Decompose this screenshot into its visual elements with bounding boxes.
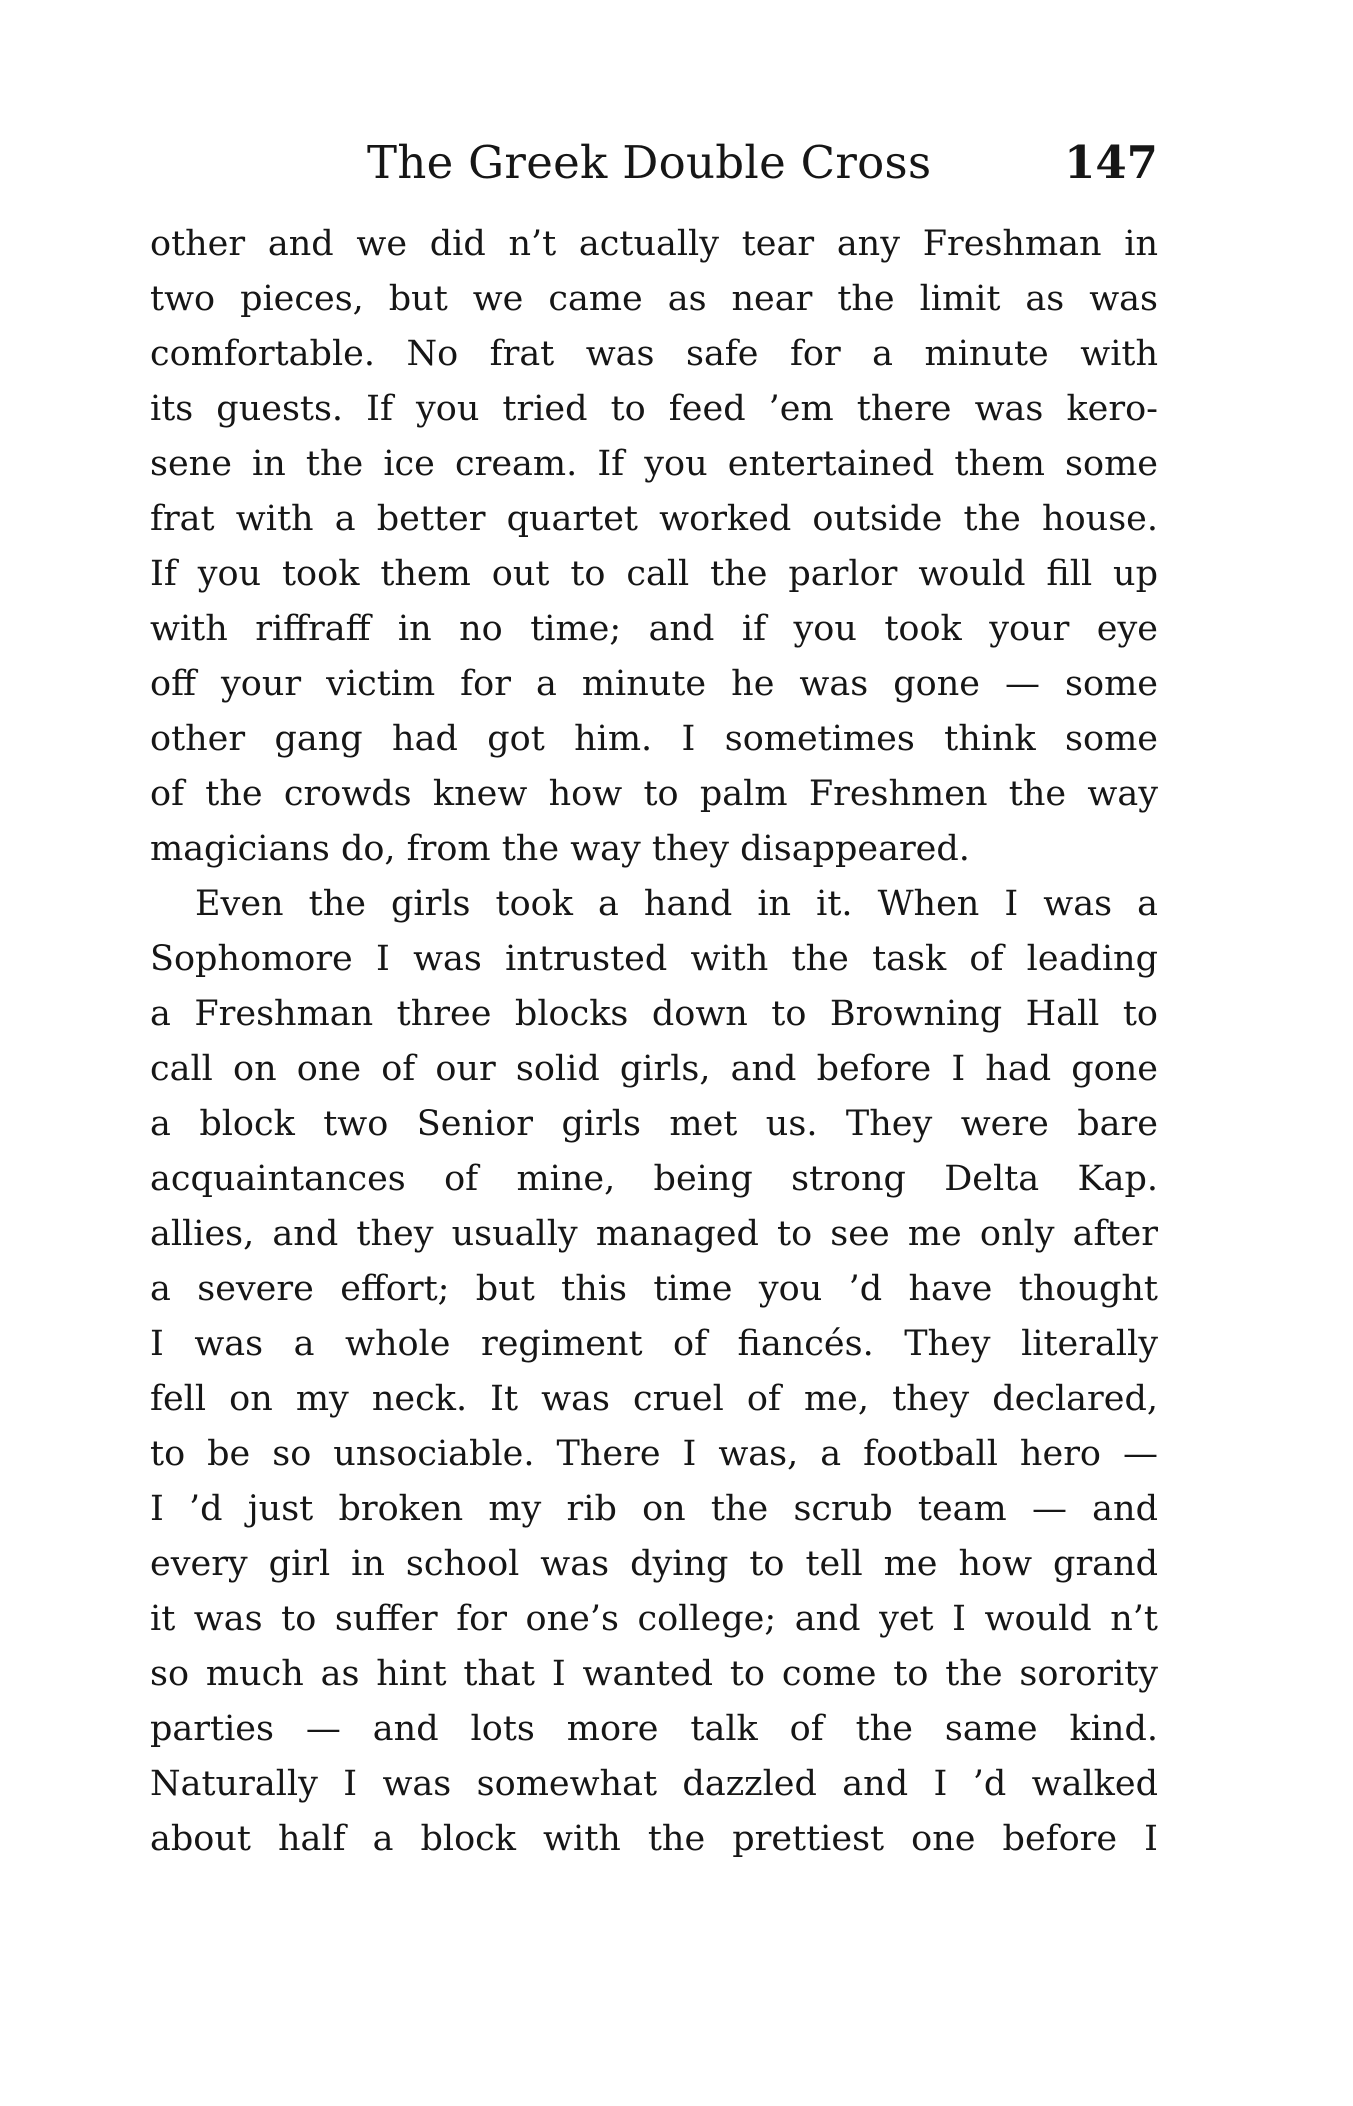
text-line: of the crowds knew how to palm Freshmen the way bbox=[150, 774, 1158, 814]
text-line: If you took them out to call the parlor would fill up bbox=[150, 554, 1158, 594]
text-line: fell on my neck. It was cruel of me, they declared, bbox=[150, 1379, 1158, 1419]
text-line: a block two Senior girls met us. They were bare bbox=[150, 1104, 1158, 1144]
text-line: about half a block with the prettiest one before I bbox=[150, 1819, 1158, 1859]
text-line: call on one of our solid girls, and before I had gone bbox=[150, 1049, 1158, 1089]
text-line: comfortable. No frat was safe for a minute with bbox=[150, 334, 1158, 374]
text-line: other and we did n’t actually tear any Freshman in bbox=[150, 224, 1158, 264]
text-line: magicians do, from the way they disappeared. bbox=[150, 829, 970, 869]
body-text bbox=[150, 217, 1158, 1867]
text-line: two pieces, but we came as near the limit as was bbox=[150, 279, 1158, 319]
text-line: off your victim for a minute he was gone — some bbox=[150, 664, 1158, 704]
text-line: acquaintances of mine, being strong Delta Kap. bbox=[150, 1159, 1158, 1199]
text-line: to be so unsociable. There I was, a football hero — bbox=[150, 1434, 1158, 1474]
text-line: frat with a better quartet worked outside the house. bbox=[150, 499, 1158, 539]
text-line: every girl in school was dying to tell me how grand bbox=[150, 1544, 1158, 1584]
paragraph bbox=[150, 217, 1158, 877]
text-line: Sophomore I was intrusted with the task of leading bbox=[150, 939, 1158, 979]
page-header bbox=[150, 128, 1158, 198]
text-line: with riffraff in no time; and if you took your eye bbox=[150, 609, 1158, 649]
text-line: allies, and they usually managed to see me only after bbox=[150, 1214, 1158, 1254]
text-line: Even the girls took a hand in it. When I was a bbox=[195, 884, 1158, 924]
text-line: I ’d just broken my rib on the scrub team — and bbox=[150, 1489, 1158, 1529]
text-line: Naturally I was somewhat dazzled and I ’d walked bbox=[150, 1764, 1158, 1804]
text-line: other gang had got him. I sometimes think some bbox=[150, 719, 1158, 759]
text-line: I was a whole regiment of fiancés. They literally bbox=[150, 1324, 1158, 1364]
text-line: it was to suffer for one’s college; and yet I would n’t bbox=[150, 1599, 1158, 1639]
text-line: so much as hint that I wanted to come to the sorority bbox=[150, 1654, 1158, 1694]
text-line: its guests. If you tried to feed ’em there was kero- bbox=[150, 389, 1158, 429]
paragraph bbox=[150, 877, 1158, 1867]
text-line: a Freshman three blocks down to Browning Hall to bbox=[150, 994, 1158, 1034]
text-line: parties — and lots more talk of the same kind. bbox=[150, 1709, 1158, 1749]
text-line: sene in the ice cream. If you entertained them some bbox=[150, 444, 1158, 484]
text-line: a severe effort; but this time you ’d have thought bbox=[150, 1269, 1158, 1309]
running-title: The Greek Double Cross bbox=[367, 136, 932, 189]
page-number: 147 bbox=[1064, 136, 1158, 189]
